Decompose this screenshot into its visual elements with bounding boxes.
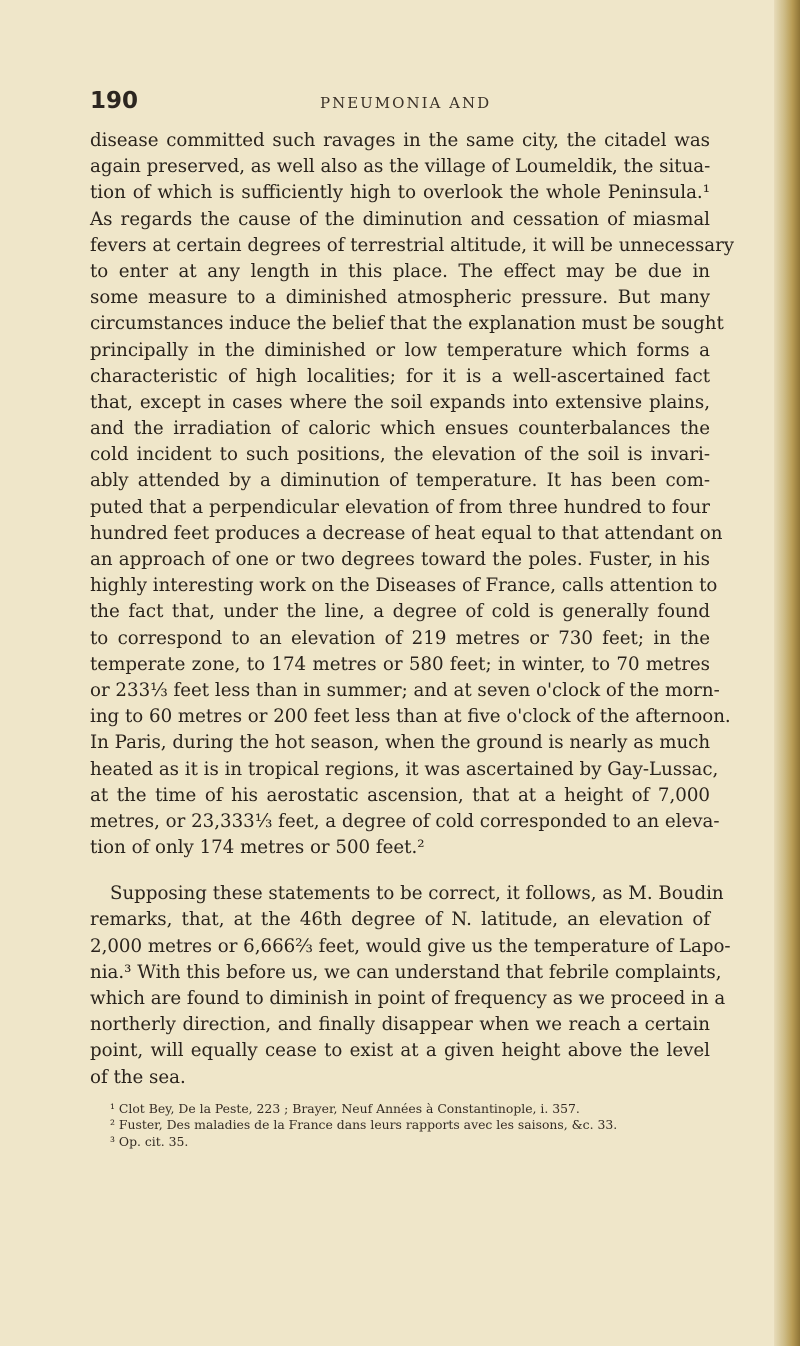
text-line: tion of only 174 metres or 500 feet.²: [90, 837, 425, 859]
text-line: 2,000 metres or 6,666⅔ feet, would give us the temperature of Lapo-: [90, 935, 731, 957]
paragraph-2: [90, 881, 731, 1091]
text-line: circumstances induce the belief that the explanation must be sought: [90, 313, 724, 335]
paragraph-1: [90, 128, 735, 861]
text-line: As regards the cause of the diminution and cessation of miasmal: [90, 208, 710, 230]
text-line: an approach of one or two degrees toward the poles. Fuster, in his: [90, 549, 710, 570]
text-line: of the sea.: [90, 1066, 186, 1088]
text-line: In Paris, during the hot season, when the ground is nearly as much: [90, 732, 711, 754]
text-line: Supposing these statements to be correct, it follows, as M. Boudin: [110, 883, 724, 905]
footnote: ³ Op. cit. 35.: [110, 1133, 189, 1149]
text-line: puted that a perpendicular elevation of from three hundred to four: [90, 496, 710, 518]
page-edge: [774, 0, 800, 1346]
text-line: which are found to diminish in point of frequency as we proceed in a: [90, 988, 726, 1009]
text-line: characteristic of high localities; for it is a well-ascertained fact: [90, 365, 710, 387]
footnote: ¹ Clot Bey, De la Peste, 223 ; Brayer, Neuf Années à Constantinople, i. 357.: [110, 1100, 580, 1116]
text-line: principally in the diminished or low temperature which forms a: [90, 339, 710, 361]
text-line: tion of which is sufficiently high to overlook the whole Peninsula.¹: [90, 182, 710, 204]
text-line: fevers at certain degrees of terrestrial altitude, it will be unnecessary: [90, 234, 735, 256]
text-line: ably attended by a diminution of temperature. It has been com-: [90, 470, 710, 492]
footnotes: [90, 1101, 710, 1151]
text-line: point, will equally cease to exist at a given height above the level: [90, 1040, 710, 1062]
text-line: nia.³ With this before us, we can understand that febrile complaints,: [90, 961, 722, 983]
text-line: to enter at any length in this place. The effect may be due in: [90, 260, 710, 282]
text-line: and the irradiation of caloric which ensues counterbalances the: [90, 418, 710, 440]
text-line: again preserved, as well also as the village of Loumeldik, the situa-: [90, 156, 711, 178]
text-line: cold incident to such positions, the elevation of the soil is invari-: [90, 444, 710, 466]
text-line: hundred feet produces a decrease of heat equal to that attendant on: [90, 522, 723, 544]
running-title: PNEUMONIA AND: [320, 94, 492, 112]
text-line: ing to 60 metres or 200 feet less than at five o'clock of the afternoon.: [90, 706, 731, 728]
text-line: at the time of his aerostatic ascension, that at a height of 7,000: [90, 784, 710, 806]
text-line: the fact that, under the line, a degree of cold is generally found: [90, 601, 710, 623]
text-line: or 233⅓ feet less than in summer; and at seven o'clock of the morn-: [90, 679, 720, 701]
text-line: highly interesting work on the Diseases of France, calls attention to: [90, 575, 718, 597]
text-line: northerly direction, and finally disappear when we reach a certain: [90, 1014, 710, 1036]
text-line: some measure to a diminished atmospheric pressure. But many: [90, 287, 710, 309]
text-line: that, except in cases where the soil expands into extensive plains,: [90, 391, 710, 413]
page-header: [90, 88, 710, 118]
text-line: temperate zone, to 174 metres or 580 feet; in winter, to 70 metres: [90, 653, 710, 675]
text-line: remarks, that, at the 46th degree of N. latitude, an elevation of: [90, 909, 710, 931]
footnote: ² Fuster, Des maladies de la France dans leurs rapports avec les saisons, &c. 33.: [110, 1117, 618, 1133]
text-line: heated as it is in tropical regions, it was ascertained by Gay-Lussac,: [90, 758, 719, 780]
page-number: 190: [90, 88, 139, 114]
text-line: metres, or 23,333⅓ feet, a degree of cold corresponded to an eleva-: [90, 810, 720, 832]
text-line: to correspond to an elevation of 219 metres or 730 feet; in the: [90, 627, 710, 649]
body-text: [90, 128, 735, 1150]
text-line: disease committed such ravages in the same city, the citadel was: [90, 130, 710, 151]
